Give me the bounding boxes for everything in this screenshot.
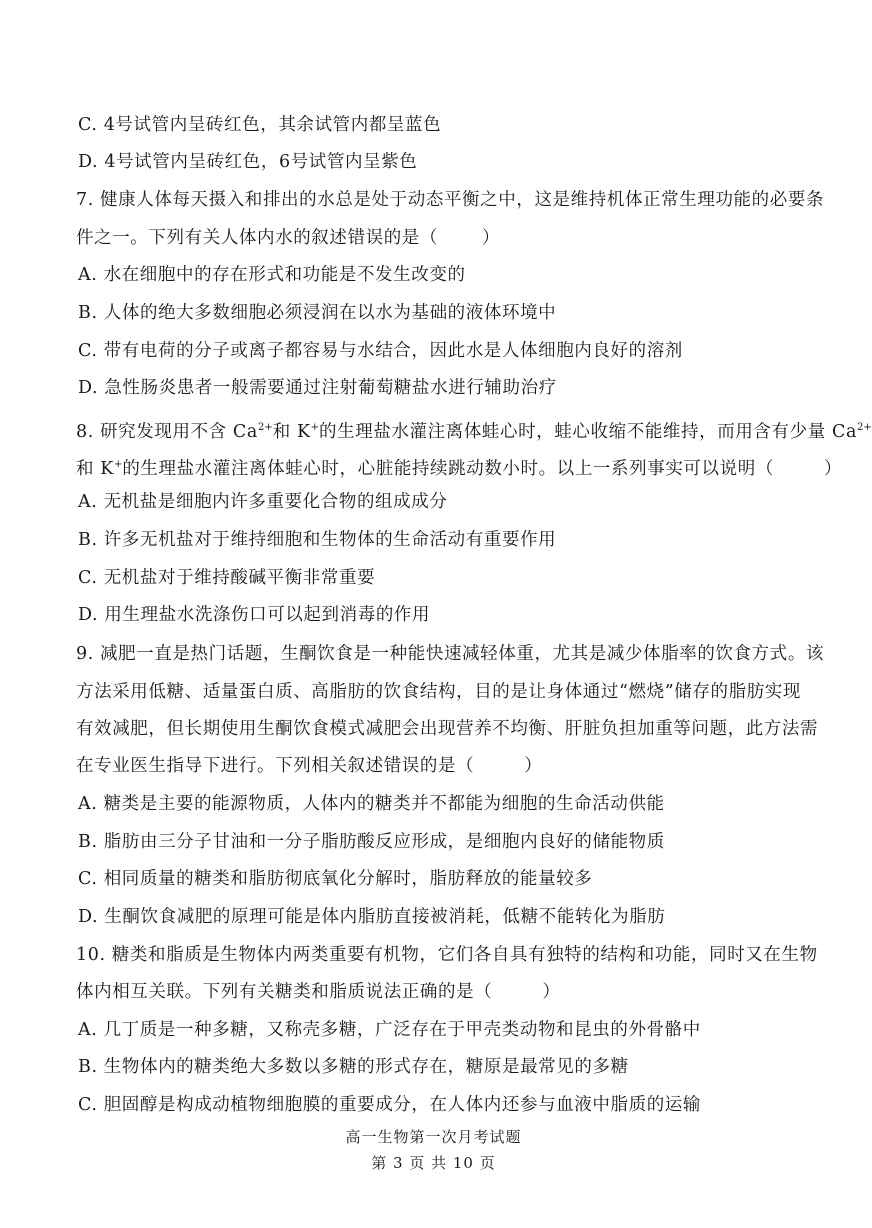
footer-exam-title: 高一生物第一次月考试题 xyxy=(345,1128,522,1146)
q8-stem-line-1: 8. 研究发现用不含 $Ca^{2+}$和 K+的生理盐水灌注离体蛙心时，蛙心收缩不能维持，而用含有少量 $Ca^{2+}$ xyxy=(76,422,872,442)
q7-option-a: A. 水在细胞中的存在形式和功能是不发生改变的 xyxy=(78,265,466,285)
q8-option-c: C. 无机盐对于维持酸碱平衡非常重要 xyxy=(78,568,376,588)
q9-stem-line-3: 有效减肥，但长期使用生酮饮食模式减肥会出现营养不均衡、肝脏负担加重等问题，此方法需 xyxy=(76,719,819,739)
q7-stem-text: 件之一。下列有关人体内水的叙述错误的是（ xyxy=(76,228,438,248)
footer-page-number: 第 3 页 共 10 页 xyxy=(371,1154,496,1172)
q8-option-d: D. 用生理盐水洗涤伤口可以起到消毒的作用 xyxy=(78,605,431,625)
q10-stem-line-1: 10. 糖类和脂质是生物体内两类重要有机物，它们各自具有独特的结构和功能，同时又在生物 xyxy=(76,945,818,965)
q9-stem-line-2: 方法采用低糖、适量蛋白质、高脂肪的饮食结构，目的是让身体通过“燃烧”储存的脂肪实现 xyxy=(76,682,801,702)
q9-stem-line-4: 在专业医生指导下进行。下列相关叙述错误的是（ ） xyxy=(76,756,543,776)
ca-superscript: 2+ xyxy=(257,422,273,433)
q6-option-d: D. 4号试管内呈砖红色，6号试管内呈紫色 xyxy=(78,152,418,172)
q7-option-b: B. 人体的绝大多数细胞必须浸润在以水为基础的液体环境中 xyxy=(78,303,557,323)
q7-stem-line-2 xyxy=(76,225,807,251)
q9-stem-line-1: 9. 减肥一直是热门话题，生酮饮食是一种能快速减轻体重，尤其是减少体脂率的饮食方式。该 xyxy=(76,644,825,664)
q9-option-d: D. 生酮饮食减肥的原理可能是体内脂肪直接被消耗，低糖不能转化为脂肪 xyxy=(78,907,666,927)
q7-stem-line-1: 7. 健康人体每天摄入和排出的水总是处于动态平衡之中，这是维持机体正常生理功能的必要条 xyxy=(76,190,825,210)
q7-option-c: C. 带有电荷的分子或离子都容易与水结合，因此水是人体细胞内良好的溶剂 xyxy=(78,341,683,361)
q7-stem-close: ） xyxy=(482,228,501,248)
q10-option-b: B. 生物体内的糖类绝大多数以多糖的形式存在，糖原是最常见的多糖 xyxy=(78,1057,629,1077)
q7-option-d: D. 急性肠炎患者一般需要通过注射葡萄糖盐水进行辅助治疗 xyxy=(78,378,557,398)
q9-option-b: B. 脂肪由三分子甘油和一分子脂肪酸反应形成，是细胞内良好的储能物质 xyxy=(78,832,665,852)
q8-stem-line-2: 和 K+的生理盐水灌注离体蛙心时，心脏能持续跳动数小时。以上一系列事实可以说明（ ） xyxy=(76,459,843,479)
q10-option-c: C. 胆固醇是构成动植物细胞膜的重要成分，在人体内还参与血液中脂质的运输 xyxy=(78,1095,701,1115)
q10-option-a: A. 几丁质是一种多糖，又称壳多糖，广泛存在于甲壳类动物和昆虫的外骨骼中 xyxy=(78,1020,701,1040)
q6-option-c: C. 4号试管内呈砖红色，其余试管内都呈蓝色 xyxy=(78,115,442,135)
q8-option-a: A. 无机盐是细胞内许多重要化合物的组成成分 xyxy=(78,492,448,512)
q9-option-c: C. 相同质量的糖类和脂肪彻底氧化分解时，脂肪释放的能量较多 xyxy=(78,869,593,889)
q9-option-a: A. 糖类是主要的能源物质，人体内的糖类并不都能为细胞的生命活动供能 xyxy=(78,794,665,814)
k-superscript: + xyxy=(113,459,123,470)
ca-superscript: 2+ xyxy=(857,422,872,433)
q10-stem-line-2: 体内相互关联。下列有关糖类和脂质说法正确的是（ ） xyxy=(76,982,561,1002)
k-superscript: + xyxy=(310,422,320,433)
q8-option-b: B. 许多无机盐对于维持细胞和生物体的生命活动有重要作用 xyxy=(78,530,557,550)
